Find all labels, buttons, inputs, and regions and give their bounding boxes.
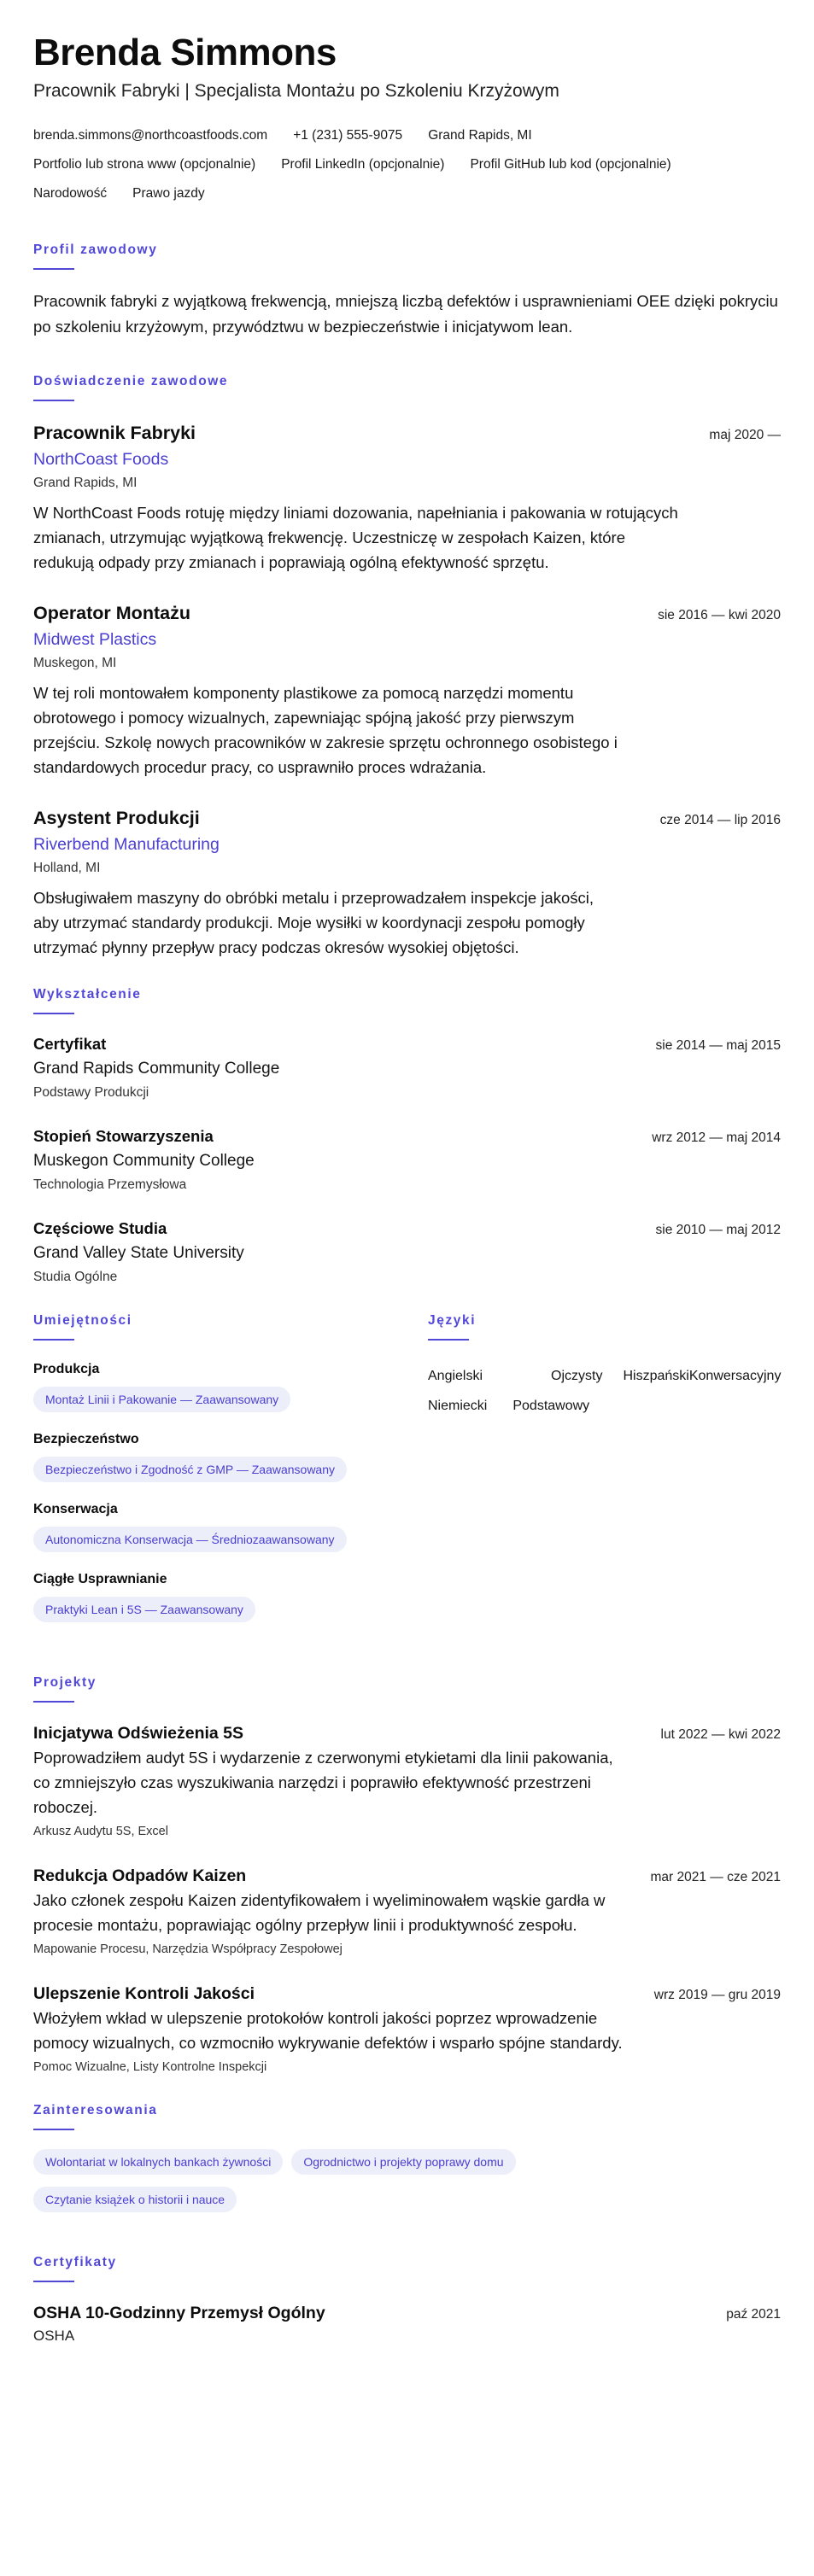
- section-divider: [428, 1339, 469, 1341]
- section-title: Umiejętności: [33, 1313, 132, 1328]
- education-section: [33, 985, 781, 1288]
- skill-chip: Montaż Linii i Pakowanie — Zaawansowany: [33, 1387, 290, 1412]
- project-title: Inicjatywa Odświeżenia 5S: [33, 1724, 244, 1743]
- skill-chip: Bezpieczeństwo i Zgodność z GMP — Zaawansowany: [33, 1457, 347, 1482]
- project-dates: mar 2021 — cze 2021: [650, 1870, 781, 1884]
- project-entry: [33, 1721, 781, 1840]
- section-title: Wykształcenie: [33, 987, 142, 1002]
- certifications-section: [33, 2253, 781, 2347]
- skill-category: Bezpieczeństwo: [33, 1432, 139, 1446]
- language-name: Niemiecki: [428, 1399, 488, 1413]
- job-location: Grand Rapids, MI: [33, 476, 138, 490]
- section-title: Zainteresowania: [33, 2103, 158, 2117]
- linkedin-link[interactable]: Profil LinkedIn (opcjonalnie): [281, 157, 445, 172]
- language-level: Podstawowy: [512, 1399, 590, 1413]
- project-dates: lut 2022 — kwi 2022: [660, 1727, 781, 1742]
- driving-license: Prawo jazdy: [132, 186, 205, 201]
- skills-languages-row: [33, 1311, 781, 1639]
- section-title: Projekty: [33, 1675, 97, 1690]
- education-entry: [33, 1125, 781, 1195]
- project-title: Redukcja Odpadów Kaizen: [33, 1866, 247, 1885]
- interests-section: [33, 2101, 781, 2224]
- portfolio-link[interactable]: Portfolio lub strona www (opcjonalnie): [33, 157, 256, 172]
- summary-section: [33, 241, 781, 340]
- skill-category: Produkcja: [33, 1362, 100, 1376]
- skill-group: [33, 1429, 428, 1482]
- language-row: [428, 1393, 781, 1419]
- project-title: Ulepszenie Kontroli Jakości: [33, 1984, 255, 2003]
- job-dates: cze 2014 — lip 2016: [659, 813, 781, 827]
- links-row: [33, 150, 781, 179]
- section-divider: [33, 268, 74, 270]
- degree: Częściowe Studia: [33, 1219, 167, 1237]
- section-title: Certyfikaty: [33, 2255, 117, 2269]
- projects-section: [33, 1674, 781, 2076]
- contact-phone[interactable]: +1 (231) 555-9075: [293, 128, 403, 143]
- job-entry: [33, 420, 781, 575]
- project-dates: wrz 2019 — gru 2019: [653, 1988, 781, 2002]
- job-dates: maj 2020 —: [709, 428, 781, 442]
- section-title: Profil zawodowy: [33, 242, 158, 257]
- job-entry: [33, 805, 781, 960]
- section-title: Języki: [428, 1313, 477, 1328]
- interest-chip: Czytanie książek o historii i nauce: [33, 2187, 237, 2212]
- job-title: Pracownik Fabryki: [33, 423, 196, 443]
- job-title: Asystent Produkcji: [33, 808, 200, 828]
- interests-list: [33, 2149, 631, 2224]
- section-divider: [33, 1339, 74, 1341]
- languages-section: [428, 1311, 781, 1639]
- language-level: Ojczysty: [551, 1369, 603, 1383]
- certification-issuer: OSHA: [33, 2328, 75, 2344]
- job-location: Muskegon, MI: [33, 656, 117, 670]
- education-entry: [33, 1033, 781, 1103]
- education-dates: wrz 2012 — maj 2014: [652, 1130, 781, 1145]
- job-title: Operator Montażu: [33, 603, 190, 623]
- field-of-study: Podstawy Produkcji: [33, 1085, 149, 1100]
- job-dates: sie 2016 — kwi 2020: [658, 608, 781, 622]
- contact-row: [33, 121, 781, 150]
- degree: Certyfikat: [33, 1035, 107, 1053]
- skill-group: [33, 1359, 428, 1412]
- field-of-study: Technologia Przemysłowa: [33, 1177, 187, 1192]
- certification-entry: [33, 2301, 781, 2347]
- skill-group: [33, 1569, 428, 1622]
- section-divider: [33, 1701, 74, 1703]
- project-tools: Arkusz Audytu 5S, Excel: [33, 1825, 168, 1838]
- skill-chip: Autonomiczna Konserwacja — Średniozaawansowany: [33, 1527, 347, 1552]
- interest-chip: Ogrodnictwo i projekty poprawy domu: [291, 2149, 515, 2175]
- certification-date: paź 2021: [726, 2307, 781, 2322]
- school-name: Grand Rapids Community College: [33, 1060, 280, 1078]
- resume-header: [33, 31, 781, 208]
- interest-chip: Wolontariat w lokalnych bankach żywności: [33, 2149, 283, 2175]
- school-name: Muskegon Community College: [33, 1152, 255, 1170]
- job-location: Holland, MI: [33, 861, 101, 875]
- degree: Stopień Stowarzyszenia: [33, 1127, 214, 1145]
- project-tools: Pomoc Wizualne, Listy Kontrolne Inspekcji: [33, 2060, 267, 2074]
- candidate-headline: Pracownik Fabryki | Specjalista Montażu po Szkoleniu Krzyżowym: [33, 81, 559, 101]
- personal-row: [33, 179, 781, 208]
- summary-text: Pracownik fabryki z wyjątkową frekwencją, mniejszą liczbą defektów i usprawnieniami OEE dzięki pokryciu po szkoleniu krzyżowym, przywództwu w bezpieczeństwie i inicjatywom lean.: [33, 292, 778, 336]
- language-name: Hiszpański: [623, 1369, 689, 1383]
- skills-section: [33, 1311, 428, 1639]
- section-divider: [33, 1013, 74, 1014]
- education-dates: sie 2010 — maj 2012: [655, 1223, 781, 1237]
- nationality: Narodowość: [33, 186, 108, 201]
- skill-chip: Praktyki Lean i 5S — Zaawansowany: [33, 1597, 255, 1622]
- section-title: Doświadczenie zawodowe: [33, 374, 229, 388]
- company-name[interactable]: Riverbend Manufacturing: [33, 835, 220, 854]
- skill-category: Konserwacja: [33, 1502, 118, 1516]
- education-dates: sie 2014 — maj 2015: [655, 1038, 781, 1053]
- section-divider: [33, 2281, 74, 2282]
- skill-group: [33, 1499, 428, 1552]
- project-tools: Mapowanie Procesu, Narzędzia Współpracy Zespołowej: [33, 1942, 343, 1956]
- skill-category: Ciągłe Usprawnianie: [33, 1572, 167, 1586]
- project-entry: [33, 1864, 781, 1958]
- project-description: Włożyłem wkład w ulepszenie protokołów kontroli jakości poprzez wprowadzenie pomocy wizualnych, co wzmocniło wykrywanie defektów i wsparło spójne standardy.: [33, 2009, 623, 2052]
- project-description: Poprowadziłem audyt 5S i wydarzenie z czerwonymi etykietami dla linii pakowania, co zmniejszyło czas wyszukiwania narzędzi i poprawiło efektywność przestrzeni roboczej.: [33, 1749, 613, 1816]
- project-entry: [33, 1982, 781, 2076]
- job-description: W NorthCoast Foods rotuję między liniami dozowania, napełniania i pakowania w rotujących zmianach, utrzymując wyjątkową frekwencję. Uczestniczę w zespołach Kaizen, które redukują odpady przy zmianach i poprawiają ogólną efektywność sprzętu.: [33, 504, 678, 571]
- language-row: [428, 1359, 781, 1393]
- job-entry: [33, 600, 781, 780]
- language-name: Angielski: [428, 1369, 483, 1383]
- contact-email[interactable]: brenda.simmons@northcoastfoods.com: [33, 128, 268, 143]
- certification-name: OSHA 10-Godzinny Przemysł Ogólny: [33, 2304, 325, 2322]
- company-name[interactable]: Midwest Plastics: [33, 630, 157, 649]
- job-description: W tej roli montowałem komponenty plastikowe za pomocą narzędzi momentu obrotowego i pomocy wizualnych, zapewniając spójną jakość przy pierwszym przejściu. Szkolę nowych pracowników w zakresie sprzętu ochronnego osobistego i standardowych procedur pracy, co usprawniło proces wdrażania.: [33, 684, 618, 776]
- project-description: Jako członek zespołu Kaizen zidentyfikowałem i wyeliminowałem wąskie gardła w procesie montażu, poprawiając ogólny przepływ linii i produktywność zespołu.: [33, 1891, 606, 1934]
- job-description: Obsługiwałem maszyny do obróbki metalu i przeprowadzałem inspekcje jakości, aby utrzymać standardy produkcji. Moje wysiłki w koordynacji zespołu pomogły utrzymać płynny przepływ pracy podczas okresów wysokiej objętości.: [33, 889, 594, 956]
- contact-location: Grand Rapids, MI: [428, 128, 532, 143]
- education-entry: [33, 1218, 781, 1288]
- field-of-study: Studia Ogólne: [33, 1270, 118, 1284]
- github-link[interactable]: Profil GitHub lub kod (opcjonalnie): [470, 157, 671, 172]
- language-level: Konwersacyjny: [688, 1369, 782, 1383]
- candidate-name: Brenda Simmons: [33, 32, 337, 73]
- experience-section: [33, 372, 781, 960]
- section-divider: [33, 2129, 74, 2130]
- school-name: Grand Valley State University: [33, 1244, 244, 1262]
- company-name[interactable]: NorthCoast Foods: [33, 450, 169, 469]
- section-divider: [33, 400, 74, 401]
